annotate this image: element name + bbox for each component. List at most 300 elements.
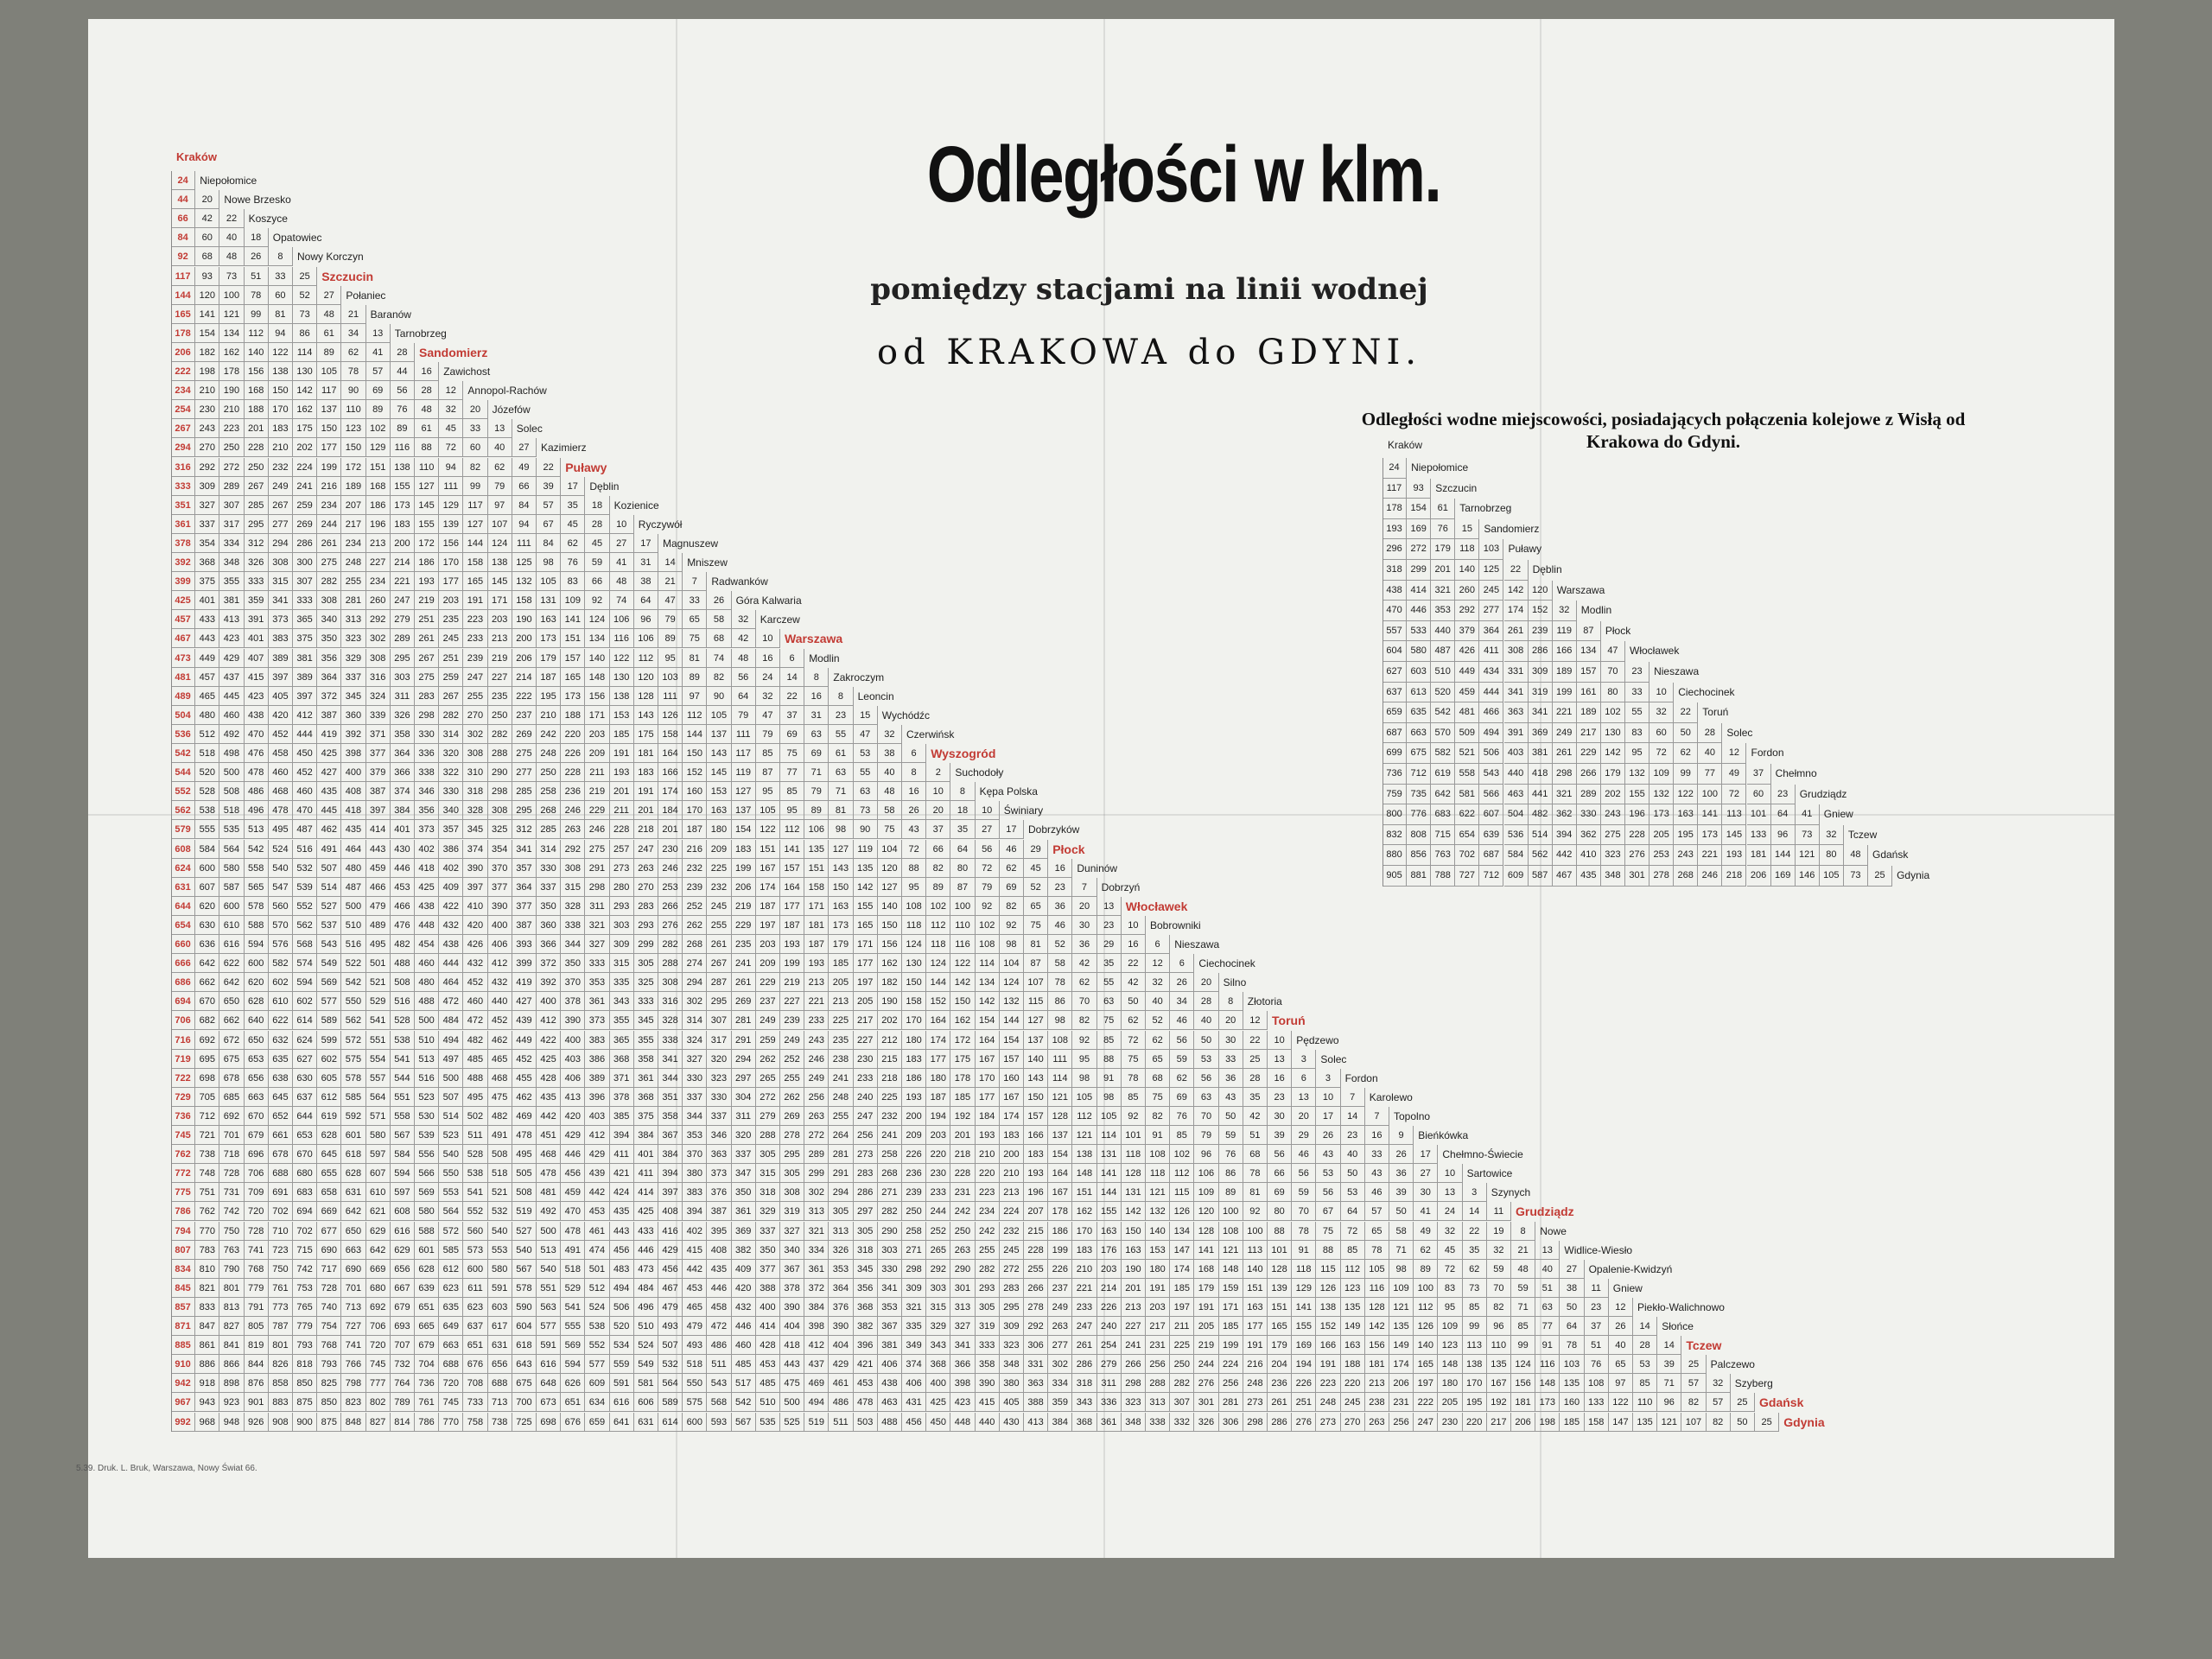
distance-cell: 137 (707, 725, 731, 744)
distance-cell: 413 (219, 610, 244, 629)
distance-cell: 11 (1487, 1202, 1511, 1221)
distance-cell: 594 (293, 973, 317, 992)
distance-cell: 414 (366, 820, 391, 839)
distance-cell: 193 (902, 1088, 926, 1107)
station-label: Szyberg (1734, 1377, 1773, 1390)
distance-cell: 167 (1000, 1088, 1024, 1107)
distance-cell: 649 (439, 1317, 463, 1336)
distance-cell: 193 (804, 954, 829, 973)
distance-cell: 131 (537, 591, 561, 610)
distance-cell: 247 (1414, 1413, 1438, 1432)
distance-cell: 629 (391, 1241, 415, 1260)
distance-cell: 137 (1024, 1031, 1048, 1050)
distance-cell: 523 (415, 1088, 439, 1107)
distance-cell: 25 (293, 267, 317, 286)
distance-cell: 234 (976, 1202, 1000, 1221)
distance-cell: 713 (341, 1298, 365, 1317)
distance-cell: 353 (683, 1126, 707, 1145)
distance-cell: 292 (1455, 601, 1479, 621)
distance-cell: 56 (1268, 1145, 1292, 1164)
distance-cell: 773 (269, 1298, 293, 1317)
distance-cell: 13 (1268, 1050, 1292, 1069)
distance-cell: 76 (1170, 1107, 1194, 1126)
distance-cell: 331 (1024, 1355, 1048, 1374)
distance-cell: 174 (1389, 1355, 1414, 1374)
distance-cell: 337 (707, 1107, 731, 1126)
distance-cell: 64 (1341, 1202, 1365, 1221)
distance-cell: 294 (829, 1183, 853, 1202)
distance-cell: 30 (1268, 1107, 1292, 1126)
distance-cell: 92 (1243, 1202, 1268, 1221)
distance-cell: 289 (804, 1145, 829, 1164)
distance-cell: 478 (512, 1126, 537, 1145)
distance-cell: 205 (1194, 1317, 1218, 1336)
distance-cell: 112 (683, 706, 707, 725)
distance-cell: 221 (1698, 845, 1722, 866)
distance-cell: 823 (341, 1393, 365, 1412)
distance-cell: 266 (1024, 1279, 1048, 1298)
distance-cell: 99 (1511, 1336, 1535, 1355)
distance-cell: 643 (512, 1355, 537, 1374)
distance-cell: 589 (658, 1393, 683, 1412)
distance-cell: 225 (878, 1088, 902, 1107)
distance-cell: 336 (1097, 1393, 1122, 1412)
distance-cell: 562 (171, 801, 195, 820)
distance-cell: 31 (804, 706, 829, 725)
distance-cell: 53 (1194, 1050, 1218, 1069)
distance-cell: 138 (391, 458, 415, 477)
distance-cell: 644 (171, 897, 195, 916)
distance-cell: 630 (293, 1069, 317, 1088)
distance-cell: 226 (902, 1145, 926, 1164)
distance-cell: 157 (780, 859, 804, 878)
distance-cell: 29 (1097, 935, 1122, 954)
distance-cell: 268 (683, 935, 707, 954)
station-label: Kępa Polska (979, 785, 1038, 798)
distance-cell: 779 (293, 1317, 317, 1336)
distance-cell: 519 (804, 1413, 829, 1432)
distance-cell: 193 (610, 763, 634, 782)
distance-cell: 327 (585, 935, 609, 954)
distance-cell: 237 (756, 992, 780, 1011)
distance-cell: 558 (1455, 764, 1479, 785)
station-label: Warszawa (1556, 583, 1605, 596)
station-label: Silno (1223, 976, 1247, 989)
distance-cell: 544 (171, 763, 195, 782)
distance-cell: 614 (293, 1011, 317, 1030)
distance-cell: 364 (317, 668, 341, 687)
distance-cell: 516 (391, 992, 415, 1011)
distance-cell: 390 (561, 1011, 585, 1030)
distance-cell: 137 (317, 400, 341, 419)
distance-cell: 645 (269, 1088, 293, 1107)
distance-cell: 201 (245, 419, 269, 438)
distance-cell: 320 (439, 744, 463, 763)
station-label: Suchodoły (955, 766, 1004, 779)
distance-cell: 552 (463, 1202, 487, 1221)
distance-cell: 461 (585, 1222, 609, 1241)
distance-cell: 185 (610, 725, 634, 744)
distance-cell: 127 (829, 840, 853, 859)
distance-cell: 58 (1389, 1222, 1414, 1241)
distance-cell: 173 (829, 916, 853, 935)
distance-cell: 102 (976, 916, 1000, 935)
distance-cell: 449 (512, 1031, 537, 1050)
distance-cell: 241 (829, 1069, 853, 1088)
distance-cell: 167 (1048, 1183, 1072, 1202)
distance-cell: 607 (366, 1164, 391, 1183)
distance-cell: 133 (1585, 1393, 1609, 1412)
distance-cell: 357 (512, 859, 537, 878)
distance-cell: 375 (634, 1107, 658, 1126)
distance-cell: 36 (1389, 1164, 1414, 1183)
distance-cell: 20 (926, 801, 950, 820)
distance-cell: 109 (1438, 1317, 1462, 1336)
distance-cell: 46 (1292, 1145, 1316, 1164)
distance-cell: 249 (1553, 723, 1577, 744)
distance-cell: 611 (463, 1279, 487, 1298)
distance-cell: 185 (1170, 1279, 1194, 1298)
distance-cell: 10 (1438, 1164, 1462, 1183)
distance-cell: 581 (634, 1374, 658, 1393)
distance-cell: 741 (341, 1336, 365, 1355)
distance-cell: 26 (1316, 1126, 1340, 1145)
distance-cell: 169 (1292, 1336, 1316, 1355)
distance-cell: 65 (683, 610, 707, 629)
distance-cell: 66 (171, 209, 195, 228)
distance-cell: 62 (561, 534, 585, 553)
distance-cell: 162 (1072, 1202, 1096, 1221)
distance-cell: 220 (1463, 1413, 1487, 1432)
distance-cell: 295 (780, 1145, 804, 1164)
distance-cell: 528 (463, 1145, 487, 1164)
distance-cell: 374 (902, 1355, 926, 1374)
distance-cell: 510 (1431, 662, 1455, 683)
distance-cell: 425 (926, 1393, 950, 1412)
distance-cell: 705 (195, 1088, 219, 1107)
distance-cell: 17 (634, 534, 658, 553)
distance-cell: 538 (195, 801, 219, 820)
distance-cell: 144 (1097, 1183, 1122, 1202)
distance-cell: 261 (415, 629, 439, 648)
distance-cell: 355 (610, 1011, 634, 1030)
distance-cell: 591 (537, 1336, 561, 1355)
station-label: Sandomierz (1484, 522, 1540, 535)
distance-cell: 420 (561, 1107, 585, 1126)
distance-cell: 550 (439, 1164, 463, 1183)
distance-cell: 219 (1194, 1336, 1218, 1355)
distance-cell: 570 (1431, 723, 1455, 744)
distance-cell: 656 (391, 1260, 415, 1279)
distance-cell: 282 (658, 935, 683, 954)
distance-cell: 263 (1048, 1317, 1072, 1336)
distance-cell: 876 (245, 1374, 269, 1393)
distance-cell: 508 (488, 1145, 512, 1164)
distance-cell: 578 (245, 897, 269, 916)
distance-cell: 688 (439, 1355, 463, 1374)
distance-cell: 96 (1194, 1145, 1218, 1164)
distance-cell: 10 (1268, 1031, 1292, 1050)
distance-cell: 359 (245, 591, 269, 610)
distance-cell: 404 (780, 1317, 804, 1336)
distance-cell: 253 (658, 878, 683, 897)
distance-cell: 245 (439, 629, 463, 648)
distance-cell: 856 (1407, 845, 1431, 866)
distance-cell: 213 (829, 992, 853, 1011)
distance-cell: 584 (391, 1145, 415, 1164)
distance-cell: 420 (463, 916, 487, 935)
distance-cell: 507 (317, 859, 341, 878)
distance-cell: 326 (829, 1241, 853, 1260)
distance-cell: 318 (463, 782, 487, 801)
distance-cell: 415 (245, 668, 269, 687)
distance-cell: 41 (610, 553, 634, 572)
distance-cell: 663 (341, 1241, 365, 1260)
distance-cell: 558 (391, 1107, 415, 1126)
distance-cell: 12 (1243, 1011, 1268, 1030)
distance-cell: 844 (245, 1355, 269, 1374)
distance-cell: 16 (1268, 1069, 1292, 1088)
distance-cell: 62 (1072, 973, 1096, 992)
distance-cell: 392 (341, 725, 365, 744)
distance-cell: 452 (293, 763, 317, 782)
distance-cell: 423 (245, 687, 269, 706)
distance-cell: 793 (293, 1336, 317, 1355)
distance-cell: 594 (245, 935, 269, 954)
distance-cell: 70 (1487, 1279, 1511, 1298)
distance-cell: 727 (1455, 866, 1479, 887)
distance-cell: 193 (976, 1126, 1000, 1145)
page-subtitle: pomiędzy stacjami na linii wodnej (870, 272, 1428, 307)
distance-cell: 369 (1529, 723, 1553, 744)
distance-cell: 446 (707, 1279, 731, 1298)
distance-cell: 372 (804, 1279, 829, 1298)
distance-cell: 845 (171, 1279, 195, 1298)
distance-cell: 189 (1577, 702, 1601, 723)
distance-cell: 584 (195, 840, 219, 859)
distance-cell: 651 (415, 1298, 439, 1317)
distance-cell: 78 (1292, 1222, 1316, 1241)
distance-cell: 249 (804, 1069, 829, 1088)
station-label: Czerwińsk (906, 728, 955, 741)
distance-cell: 162 (293, 400, 317, 419)
distance-cell: 122 (610, 649, 634, 668)
distance-cell: 266 (658, 897, 683, 916)
distance-cell: 250 (219, 438, 244, 457)
distance-cell: 706 (366, 1317, 391, 1336)
distance-cell: 26 (1170, 973, 1194, 992)
distance-cell: 127 (732, 782, 756, 801)
distance-cell: 338 (415, 763, 439, 782)
distance-cell: 295 (245, 515, 269, 534)
distance-cell: 398 (341, 744, 365, 763)
distance-cell: 886 (195, 1355, 219, 1374)
distance-cell: 425 (537, 1050, 561, 1069)
distance-cell: 580 (488, 1260, 512, 1279)
distance-cell: 22 (1504, 560, 1529, 581)
distance-cell: 348 (1000, 1355, 1024, 1374)
distance-cell: 154 (1048, 1145, 1072, 1164)
distance-cell: 221 (391, 572, 415, 591)
distance-cell: 246 (585, 820, 609, 839)
distance-cell: 469 (804, 1374, 829, 1393)
distance-cell: 688 (269, 1164, 293, 1183)
distance-cell: 189 (1553, 662, 1577, 683)
distance-cell: 174 (1000, 1107, 1024, 1126)
distance-cell: 140 (878, 897, 902, 916)
distance-cell: 261 (1072, 1336, 1096, 1355)
distance-cell: 20 (1219, 1011, 1243, 1030)
distance-cell: 155 (1625, 785, 1649, 805)
distance-cell: 96 (1657, 1393, 1681, 1412)
distance-cell: 286 (1268, 1413, 1292, 1432)
distance-cell: 75 (1146, 1088, 1170, 1107)
distance-cell: 363 (1504, 702, 1529, 723)
distance-cell: 153 (707, 782, 731, 801)
distance-cell: 230 (926, 1164, 950, 1183)
distance-cell: 369 (732, 1222, 756, 1241)
distance-cell: 178 (171, 324, 195, 343)
distance-cell: 491 (561, 1241, 585, 1260)
distance-cell: 249 (1048, 1298, 1072, 1317)
distance-cell: 270 (1341, 1413, 1365, 1432)
distance-cell: 473 (171, 649, 195, 668)
distance-cell: 63 (829, 763, 853, 782)
distance-cell: 226 (1292, 1374, 1316, 1393)
distance-cell: 381 (219, 591, 244, 610)
distance-cell: 292 (366, 610, 391, 629)
distance-cell: 56 (1292, 1164, 1316, 1183)
distance-cell: 76 (1431, 519, 1455, 540)
distance-cell: 333 (171, 477, 195, 496)
distance-cell: 542 (1431, 702, 1455, 723)
distance-cell: 213 (1122, 1298, 1146, 1317)
distance-cell: 91 (1292, 1241, 1316, 1260)
distance-cell: 478 (245, 763, 269, 782)
distance-cell: 542 (341, 973, 365, 992)
distance-cell: 245 (1341, 1393, 1365, 1412)
distance-cell: 21 (1511, 1241, 1535, 1260)
distance-cell: 62 (1414, 1241, 1438, 1260)
distance-cell: 105 (1820, 866, 1844, 887)
distance-cell: 106 (610, 610, 634, 629)
distance-cell: 305 (634, 954, 658, 973)
distance-cell: 193 (1722, 845, 1746, 866)
distance-cell: 361 (634, 1069, 658, 1088)
distance-cell: 185 (829, 954, 853, 973)
distance-cell: 60 (195, 228, 219, 247)
distance-cell: 85 (1341, 1241, 1365, 1260)
distance-cell: 303 (926, 1279, 950, 1298)
distance-cell: 201 (610, 782, 634, 801)
distance-cell: 327 (683, 1050, 707, 1069)
distance-cell: 338 (658, 1031, 683, 1050)
distance-cell: 245 (707, 897, 731, 916)
distance-cell: 283 (415, 687, 439, 706)
distance-cell: 763 (1431, 845, 1455, 866)
distance-cell: 663 (245, 1088, 269, 1107)
distance-cell: 106 (634, 629, 658, 648)
distance-cell: 85 (1511, 1317, 1535, 1336)
distance-cell: 144 (1771, 845, 1796, 866)
distance-cell: 152 (926, 992, 950, 1011)
station-label: Nowe (1540, 1224, 1567, 1237)
distance-cell: 304 (732, 1088, 756, 1107)
distance-cell: 528 (391, 1011, 415, 1030)
distance-cell: 503 (854, 1413, 878, 1432)
distance-cell: 190 (878, 992, 902, 1011)
distance-cell: 47 (854, 725, 878, 744)
distance-cell: 56 (732, 668, 756, 687)
distance-cell: 143 (707, 744, 731, 763)
distance-cell: 425 (317, 744, 341, 763)
distance-cell: 242 (976, 1222, 1000, 1241)
distance-cell: 753 (293, 1279, 317, 1298)
distance-cell: 403 (585, 1107, 609, 1126)
distance-cell: 168 (1194, 1260, 1218, 1279)
distance-cell: 448 (950, 1413, 975, 1432)
distance-cell: 653 (245, 1050, 269, 1069)
distance-cell: 197 (1414, 1374, 1438, 1393)
distance-cell: 634 (585, 1393, 609, 1412)
distance-cell: 866 (219, 1355, 244, 1374)
distance-cell: 229 (756, 973, 780, 992)
distance-cell: 592 (341, 1107, 365, 1126)
distance-cell: 214 (512, 668, 537, 687)
distance-cell: 254 (1097, 1336, 1122, 1355)
distance-cell: 195 (537, 687, 561, 706)
distance-cell: 296 (1382, 539, 1407, 560)
distance-cell: 669 (317, 1202, 341, 1221)
distance-cell: 334 (804, 1241, 829, 1260)
distance-cell: 196 (1625, 804, 1649, 825)
distance-cell: 319 (1529, 683, 1553, 703)
distance-cell: 23 (1585, 1298, 1609, 1317)
distance-cell: 414 (634, 1183, 658, 1202)
distance-cell: 398 (804, 1317, 829, 1336)
distance-cell: 696 (245, 1145, 269, 1164)
distance-cell: 251 (439, 649, 463, 668)
distance-cell: 424 (610, 1183, 634, 1202)
distance-cell: 84 (537, 534, 561, 553)
distance-cell: 741 (245, 1241, 269, 1260)
distance-cell: 651 (463, 1336, 487, 1355)
distance-cell: 282 (488, 725, 512, 744)
distance-cell: 289 (219, 477, 244, 496)
distance-cell: 532 (293, 859, 317, 878)
distance-cell: 183 (269, 419, 293, 438)
distance-cell: 305 (976, 1298, 1000, 1317)
distance-cell: 92 (1072, 1031, 1096, 1050)
distance-cell: 150 (1024, 1088, 1048, 1107)
distance-cell: 151 (366, 458, 391, 477)
distance-cell: 82 (1487, 1298, 1511, 1317)
distance-cell: 623 (439, 1279, 463, 1298)
distance-cell: 93 (195, 267, 219, 286)
distance-cell: 81 (829, 801, 853, 820)
distance-cell: 39 (537, 477, 561, 496)
distance-cell: 387 (707, 1202, 731, 1221)
distance-cell: 281 (732, 1011, 756, 1030)
distance-cell: 302 (1048, 1355, 1072, 1374)
distance-cell: 542 (171, 744, 195, 763)
distance-cell: 494 (804, 1393, 829, 1412)
distance-cell: 118 (1292, 1260, 1316, 1279)
distance-cell: 554 (366, 1050, 391, 1069)
distance-cell: 541 (463, 1183, 487, 1202)
distance-cell: 848 (341, 1413, 365, 1432)
distance-cell: 225 (1170, 1336, 1194, 1355)
